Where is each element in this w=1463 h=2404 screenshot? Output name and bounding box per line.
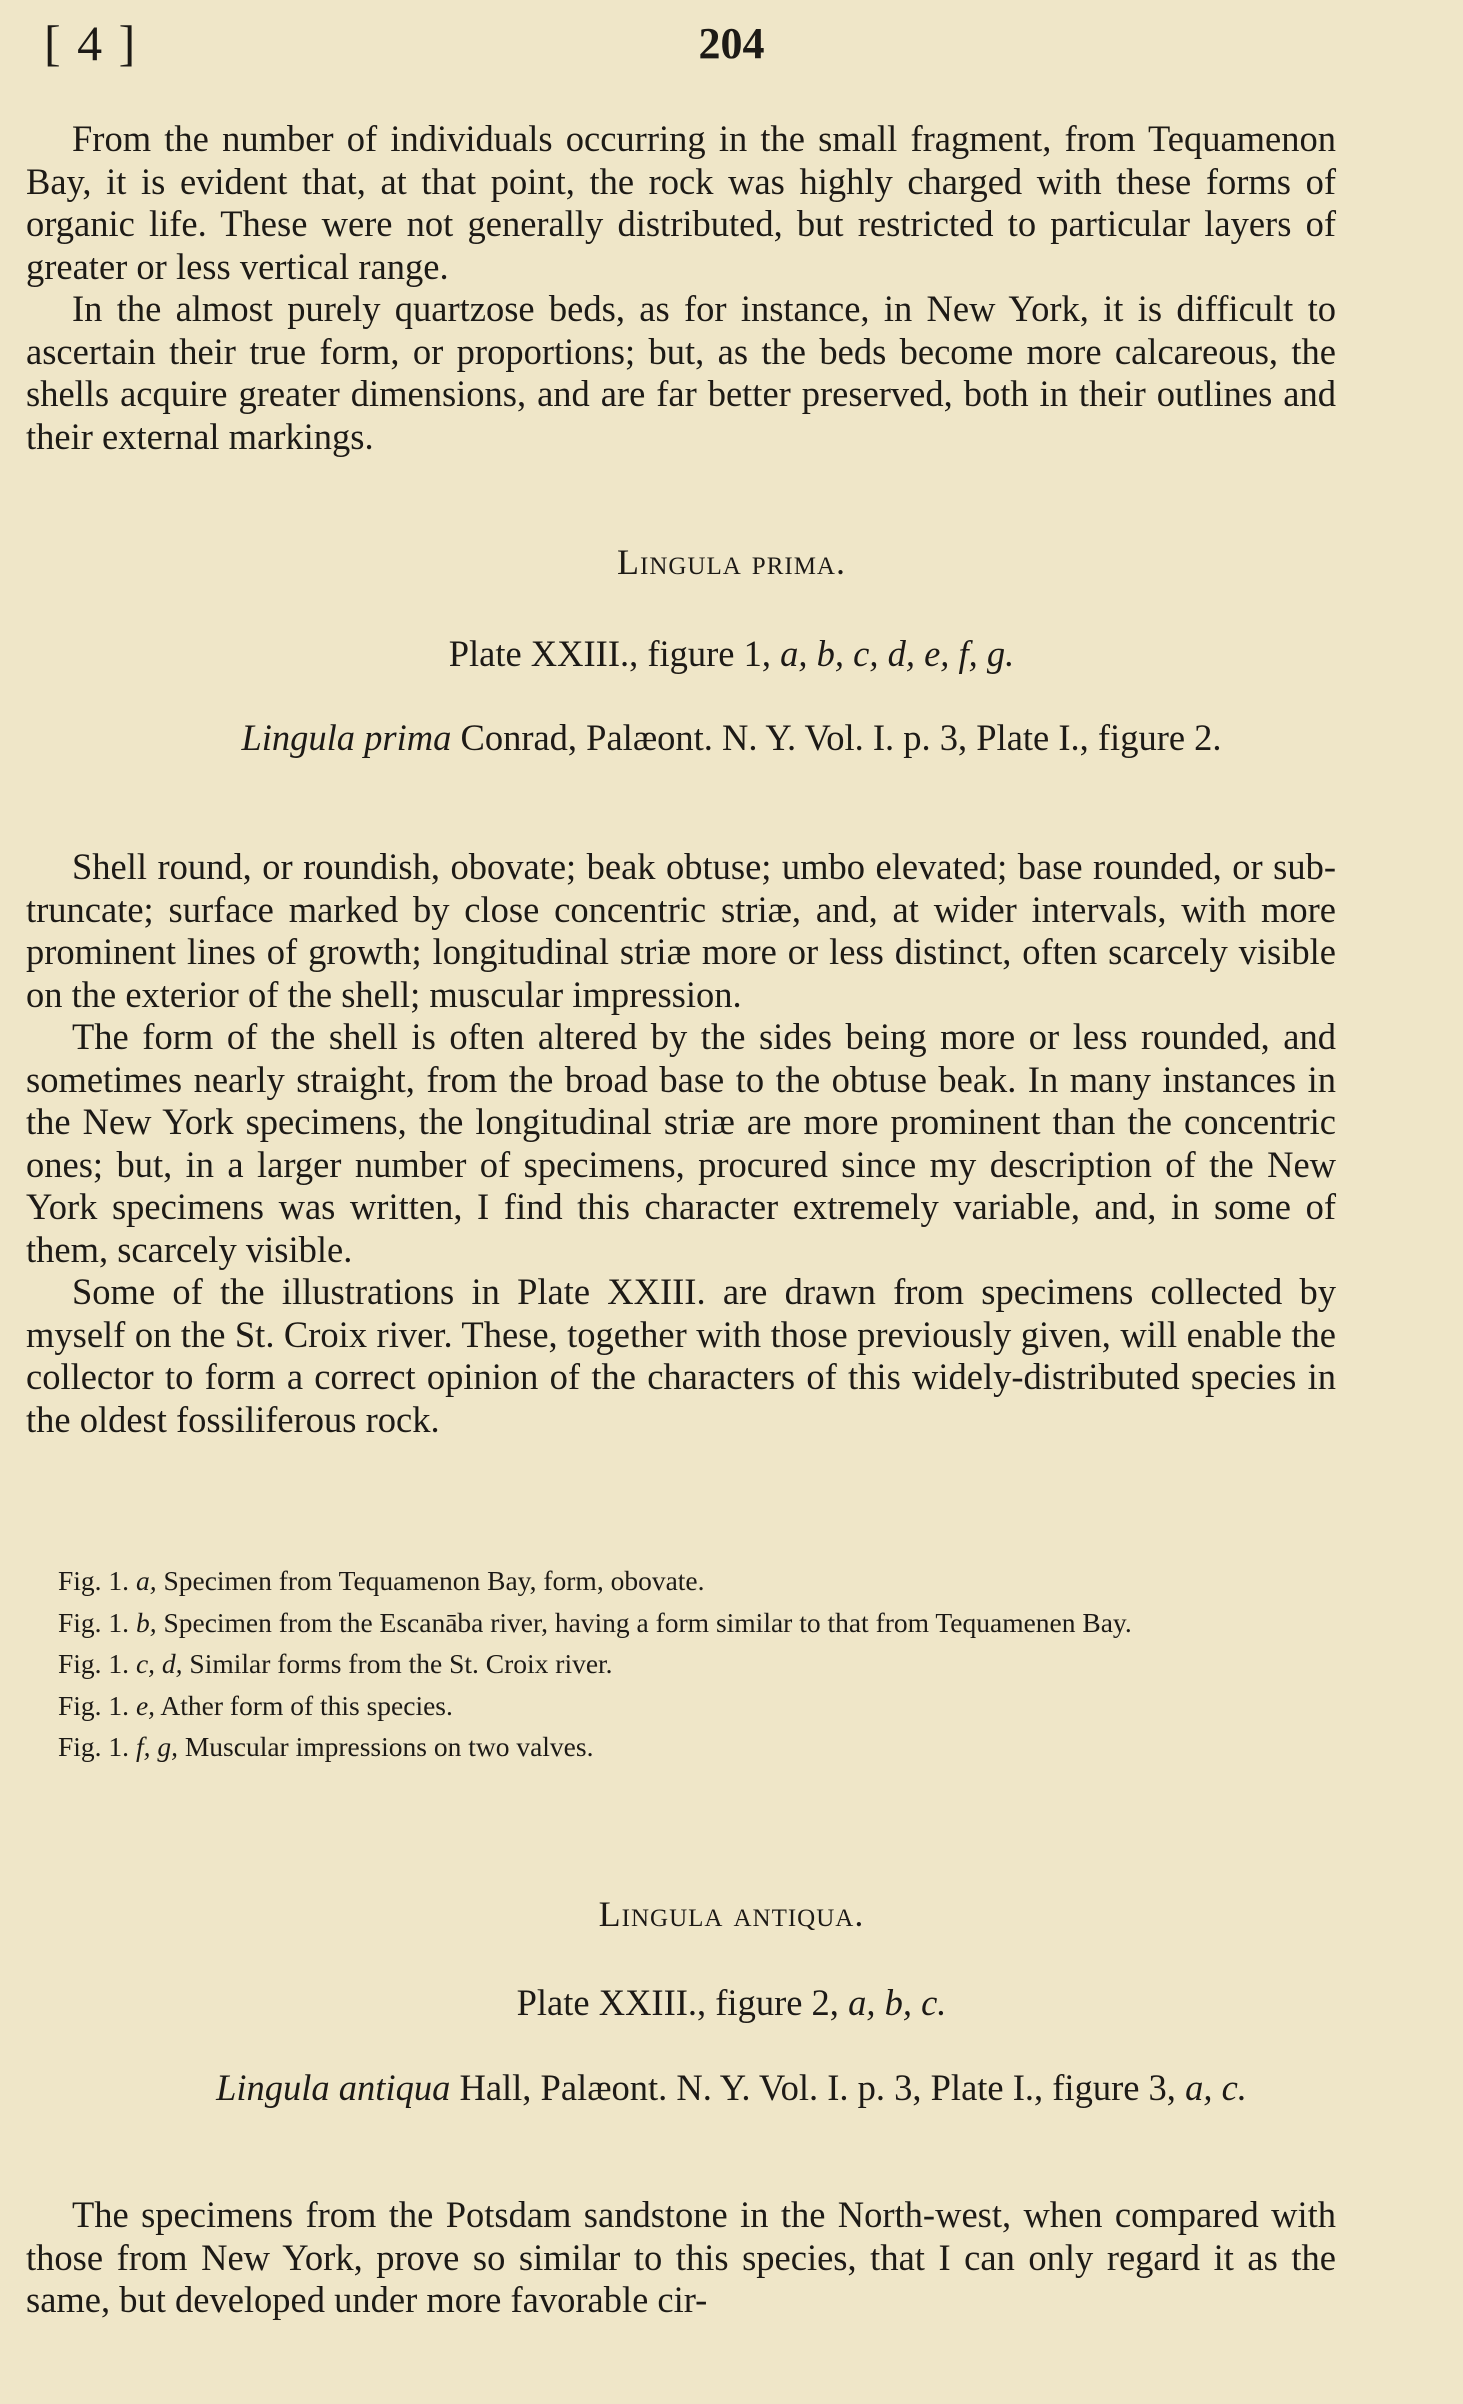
- synonymy-line: [0, 2066, 1463, 2109]
- synonym-reference: Hall, Palæont. N. Y. Vol. I. p. 3, Plate I., figure 3,: [450, 2067, 1186, 2108]
- paragraph: Shell round, or roundish, obovate; beak obtuse; umbo elevated; base rounded, or sub-truncate; surface marked by close concentric striæ, and, at wider intervals, with more prominent lines of growth; longitudinal striæ more or less distinct, often scarcely visible on the exterior of the shell; muscular impression.: [26, 846, 1336, 1015]
- figure-caption: [58, 1560, 1318, 1602]
- intro-text: [26, 118, 1336, 458]
- plate-reference: [0, 1981, 1463, 2024]
- figure-letters: f, g,: [135, 1731, 178, 1762]
- paragraph: From the number of individuals occurring in the small fragment, from Tequamenon Bay, it is evident that, at that point, the rock was highly charged with these forms of organic life. These were not generally distributed, but restricted to particular layers of greater or less vertical range.: [26, 118, 1336, 287]
- plate-reference-text: Plate XXIII., figure 1,: [448, 633, 781, 674]
- synonym-figure-letters: a, c.: [1185, 2067, 1247, 2108]
- species-title: Lingula prima.: [617, 542, 846, 582]
- plate-figure-letters: a, b, c, d, e, f, g.: [780, 633, 1015, 674]
- figure-text: Ather form of this species.: [155, 1689, 453, 1721]
- figure-letters: b,: [135, 1606, 157, 1638]
- figure-letters: e,: [135, 1689, 156, 1721]
- paragraph: In the almost purely quartzose beds, as for instance, in New York, it is difficult to ascertain their true form, or proportions; but, as the beds become more calcareous, the shells acquire greater dimensions, and are far better preserved, both in their outlines and their external markings.: [26, 288, 1336, 457]
- figure-text: Specimen from Tequamenon Bay, form, obovate.: [156, 1565, 705, 1596]
- figure-legend: [58, 1560, 1318, 1768]
- figure-caption: [58, 1643, 1318, 1685]
- signature-mark: [ 4 ]: [44, 15, 138, 71]
- figure-label: Fig. 1.: [58, 1606, 136, 1638]
- figure-text: Similar forms from the St. Croix river.: [182, 1648, 613, 1679]
- synonym-name: Lingula prima: [241, 717, 452, 758]
- species-title: Lingula antiqua.: [598, 1894, 865, 1934]
- figure-label: Fig. 1.: [58, 1731, 136, 1762]
- figure-letters: c, d,: [135, 1648, 183, 1679]
- plate-figure-letters: a, b, c.: [848, 1982, 947, 2023]
- figure-caption: [58, 1602, 1318, 1644]
- figure-label: Fig. 1.: [58, 1648, 136, 1679]
- synonymy-line: [0, 716, 1463, 759]
- figure-label: Fig. 1.: [58, 1565, 136, 1596]
- plate-reference-text: Plate XXIII., figure 2,: [516, 1982, 849, 2023]
- paragraph: The form of the shell is often altered by the sides being more or less rounded, and sometimes nearly straight, from the broad base to the obtuse beak. In many instances in the New York specimens, the longitudinal striæ are more prominent than the concentric ones; but, in a larger number of specimens, procured since my description of the New York specimens was written, I find this character extremely variable, and, in some of them, scarcely visible.: [26, 1016, 1336, 1270]
- species-description: [26, 2194, 1336, 2322]
- figure-label: Fig. 1.: [58, 1689, 136, 1721]
- figure-text: Muscular impressions on two valves.: [177, 1731, 594, 1762]
- paragraph: The specimens from the Potsdam sandstone in the North-west, when compared with those from New York, prove so similar to this species, that I can only regard it as the same, but developed under more favorable cir-: [26, 2194, 1336, 2320]
- synonym-name: Lingula antiqua: [216, 2067, 451, 2108]
- figure-caption: [58, 1685, 1318, 1727]
- paragraph: Some of the illustrations in Plate XXIII. are drawn from specimens collected by myself on the St. Croix river. These, together with those previously given, will enable the collector to form a correct opinion of the characters of this widely-distributed species in the oldest fossiliferous rock.: [26, 1271, 1336, 1440]
- species-description: [26, 846, 1336, 1441]
- figure-letters: a,: [135, 1565, 157, 1596]
- figure-caption: [58, 1726, 1318, 1768]
- figure-text: Specimen from the Escanāba river, having a form similar to that from Tequamenen Bay.: [156, 1606, 1132, 1638]
- plate-reference: [0, 632, 1463, 675]
- synonym-reference: Conrad, Palæont. N. Y. Vol. I. p. 3, Plate I., figure 2.: [451, 717, 1222, 758]
- page-number: 204: [698, 19, 765, 68]
